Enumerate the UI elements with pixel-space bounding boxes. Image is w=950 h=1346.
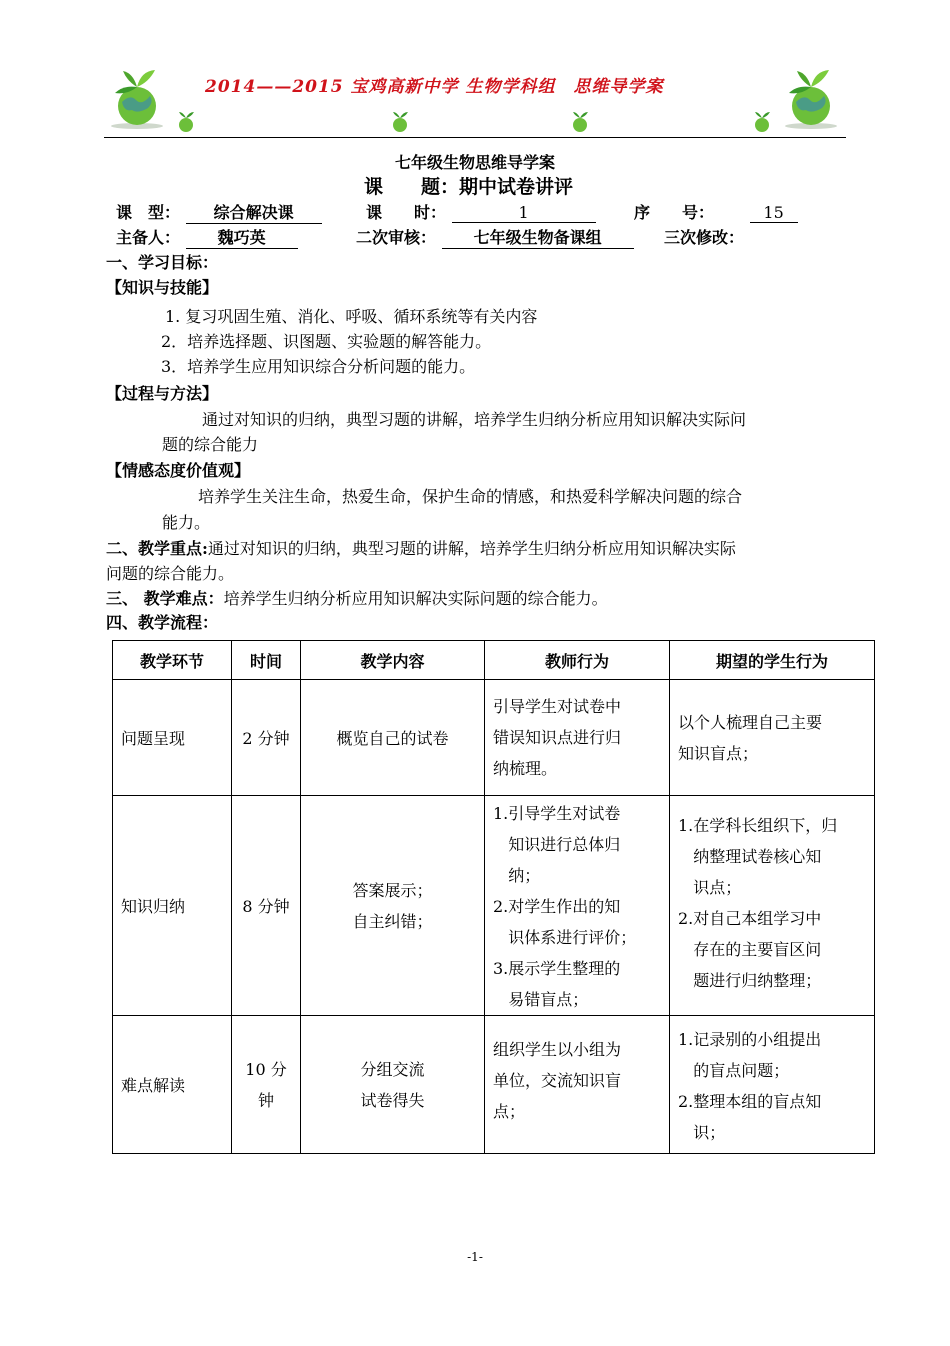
item-line: 记录别的小组提出 (693, 1030, 822, 1049)
emotion-line-1: 培养学生关注生命，热爱生命，保护生命的情感，和热爱科学解决问题的综合 (198, 487, 743, 506)
emotion-heading: 【情感态度价值观】 (106, 461, 251, 480)
row3-teacher (485, 1016, 670, 1154)
row3-stage: 难点解读 (113, 1016, 232, 1154)
item-text (508, 891, 661, 953)
row3-teacher-line: 单位，交流知识盲 (493, 1071, 622, 1090)
item-number: 2. (493, 897, 509, 916)
difficulty-text: 培养学生归纳分析应用知识解决实际问题的综合能力。 (223, 589, 608, 608)
emotion-line-2: 能力。 (162, 513, 211, 532)
row3-teacher-line: 组织学生以小组为 (493, 1040, 622, 1059)
item-number: 2. (678, 909, 694, 928)
item-line: 知识进行总体归 (508, 835, 621, 854)
objectives-heading: 一、学习目标： (106, 253, 219, 272)
table-row (113, 1016, 875, 1154)
type-label: 课 型： (116, 203, 181, 222)
key-point-label: 二、教学重点: (106, 539, 208, 558)
item-line: 存在的主要盲区问 (693, 940, 822, 959)
knowledge-item-3: 3．培养学生应用知识综合分析问题的能力。 (161, 357, 476, 376)
globe-plant-icon-small-3 (568, 110, 592, 134)
key-point-line-2: 问题的综合能力。 (106, 564, 235, 583)
key-point-line-1 (106, 536, 736, 559)
item-text (508, 798, 661, 891)
globe-plant-icon-left (104, 66, 170, 130)
page-number: -1- (467, 1250, 483, 1264)
item-line: 展示学生整理的 (508, 959, 621, 978)
table-row (113, 796, 875, 1016)
item-line: 易错盲点； (508, 990, 589, 1009)
preparer-label: 主备人： (116, 228, 181, 247)
row2-content (301, 796, 485, 1016)
item-line: 对学生作出的知 (508, 897, 621, 916)
row3-content (301, 1016, 485, 1154)
header-banner: 2014——2015 宝鸡高新中学 生物学科组 思维导学案 (205, 77, 664, 97)
row2-content-line: 自主纠错； (352, 911, 433, 931)
item-text (693, 1024, 866, 1086)
item-line: 识点； (693, 878, 742, 897)
knowledge-item-1: 1. 复习巩固生殖、消化、呼吸、循环系统等有关内容 (165, 307, 538, 326)
key-point-text: 通过对知识的归纳，典型习题的讲解，培养学生归纳分析应用知识解决实际 (207, 539, 736, 558)
item-line: 识； (693, 1123, 726, 1142)
row3-student-item (678, 1024, 866, 1086)
col-teacher-header: 教师行为 (485, 641, 670, 680)
row2-content-line: 答案展示； (352, 880, 433, 900)
row1-student-line: 知识盲点； (678, 743, 759, 763)
row3-student (670, 1016, 875, 1154)
item-text (693, 1086, 866, 1148)
item-line: 的盲点问题； (693, 1061, 790, 1080)
item-number: 1. (678, 1030, 694, 1049)
item-line: 整理本组的盲点知 (693, 1092, 822, 1111)
row1-teacher-line: 纳梳理。 (493, 759, 558, 778)
row1-student (670, 680, 875, 796)
review3-label: 三次修改： (664, 228, 745, 247)
row2-teacher-item (493, 798, 661, 891)
row1-teacher-line: 错误知识点进行归 (493, 728, 622, 747)
review2-value: 七年级生物备课组 (442, 225, 634, 249)
preparer-value: 魏巧英 (186, 225, 298, 249)
difficulty-label: 三、 教学难点： (106, 589, 224, 608)
item-line: 题进行归纳整理； (693, 971, 822, 990)
review2-label: 二次审核： (356, 228, 437, 247)
col-time-header: 时间 (232, 641, 301, 680)
row1-student-line: 以个人梳理自己主要 (678, 712, 823, 732)
item-text (693, 903, 866, 996)
row3-teacher-line: 点； (493, 1102, 526, 1121)
row2-teacher-item (493, 891, 661, 953)
globe-plant-icon-small-2 (388, 110, 412, 134)
row2-stage: 知识归纳 (113, 796, 232, 1016)
row1-teacher (485, 680, 670, 796)
row1-teacher-line: 引导学生对试卷中 (493, 697, 622, 716)
table-header-row (113, 641, 875, 680)
item-line: 对自己本组学习中 (693, 909, 822, 928)
col-student-header: 期望的学生行为 (670, 641, 875, 680)
row1-time: 2 分钟 (232, 680, 301, 796)
meta-row-2 (116, 225, 298, 249)
item-number: 1. (493, 804, 509, 823)
item-number: 3. (493, 959, 509, 978)
hours-label: 课 时： (366, 203, 447, 222)
header-rule (104, 137, 846, 138)
table-row (113, 680, 875, 796)
hours-field (366, 200, 596, 223)
process-line-1: 通过对知识的归纳，典型习题的讲解，培养学生归纳分析应用知识解决实际问 (202, 410, 747, 429)
row2-student-item (678, 903, 866, 996)
difficulty-line (106, 586, 608, 609)
process-heading: 【过程与方法】 (106, 384, 219, 403)
row2-student-item (678, 810, 866, 903)
flow-heading: 四、教学流程： (106, 613, 219, 632)
item-number: 2. (678, 1092, 694, 1111)
item-number: 1. (678, 816, 694, 835)
teaching-flow-table (112, 640, 875, 1154)
item-line: 识体系进行评价； (508, 928, 637, 947)
seq-field (634, 200, 798, 223)
meta-row-1 (116, 200, 322, 224)
item-line: 纳； (508, 866, 541, 885)
seq-value: 15 (750, 203, 798, 223)
row3-content-line: 分组交流 (360, 1059, 425, 1079)
item-line: 在学科长组织下，归 (693, 816, 838, 835)
row2-student (670, 796, 875, 1016)
row2-teacher-item (493, 953, 661, 1015)
row3-student-item (678, 1086, 866, 1148)
row3-content-line: 试卷得失 (360, 1090, 425, 1110)
type-value: 综合解决课 (186, 200, 322, 224)
document-title: 七年级生物思维导学案 (394, 153, 555, 172)
item-text (508, 953, 661, 1015)
globe-plant-icon-small-1 (174, 110, 198, 134)
row3-time (232, 1016, 301, 1154)
item-line: 引导学生对试卷 (508, 804, 621, 823)
row3-time-line: 10 分 (245, 1059, 287, 1079)
row2-time: 8 分钟 (232, 796, 301, 1016)
knowledge-item-2: 2．培养选择题、识图题、实验题的解答能力。 (161, 332, 492, 351)
hours-value: 1 (452, 203, 596, 223)
item-line: 纳整理试卷核心知 (693, 847, 822, 866)
item-text (693, 810, 866, 903)
lesson-subject: 课 题：期中试卷讲评 (364, 176, 574, 198)
globe-plant-icon-right (778, 66, 844, 130)
globe-plant-icon-small-4 (750, 110, 774, 134)
row1-content: 概览自己的试卷 (301, 680, 485, 796)
seq-label: 序 号： (634, 203, 715, 222)
row1-stage: 问题呈现 (113, 680, 232, 796)
col-content-header: 教学内容 (301, 641, 485, 680)
row2-teacher (485, 796, 670, 1016)
process-line-2: 题的综合能力 (162, 435, 259, 454)
review2-field (356, 225, 634, 249)
col-stage-header: 教学环节 (113, 641, 232, 680)
row3-time-line: 钟 (257, 1090, 274, 1110)
knowledge-heading: 【知识与技能】 (106, 278, 219, 297)
